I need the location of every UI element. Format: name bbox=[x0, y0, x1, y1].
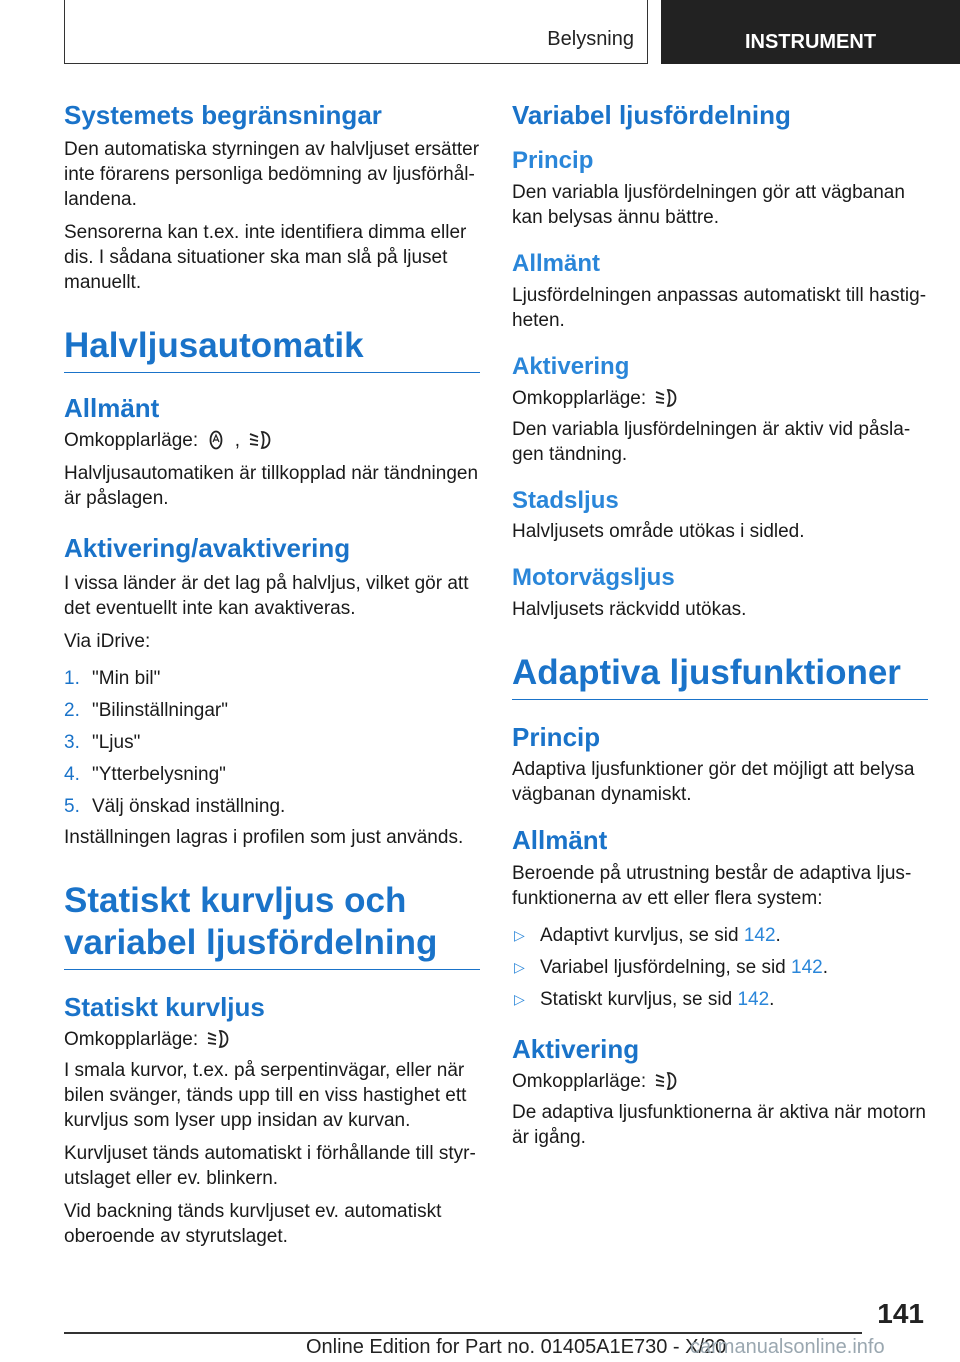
page-number: 141 bbox=[877, 1298, 924, 1329]
paragraph: Sensorerna kan t.ex. inte identifiera dimma eller dis. I sådana situationer ska man slå på ljuset manuellt. bbox=[64, 222, 467, 294]
heading-allmant: Allmänt bbox=[512, 249, 601, 277]
heading-aktivering: Aktivering bbox=[512, 1033, 640, 1064]
step-number: 3. bbox=[64, 731, 80, 753]
heading-motorvagsljus: Motorvägsljus bbox=[512, 564, 675, 592]
footer-edition: Online Edition for Part no. 01405A1E730 - X/20 bbox=[306, 1336, 727, 1358]
list-item bbox=[64, 762, 480, 787]
idrive-steps bbox=[64, 666, 480, 819]
list-item bbox=[512, 955, 928, 980]
header-chapter: INSTRUMENT bbox=[661, 0, 960, 64]
paragraph: I smala kurvor, t.ex. på serpentinvägar, eller när bilen svänger, tänds upp till en viss hastighet ett kurvljus som lyser upp insidan av kurvan. bbox=[64, 1059, 467, 1131]
paragraph: Vid backning tänds kurvljuset ev. automatiskt oberoende av styrutslaget. bbox=[64, 1200, 442, 1247]
paragraph: Den variabla ljusfördelningen är aktiv vid påslagen tändning. bbox=[512, 418, 911, 465]
step-text: "Bilinställningar" bbox=[92, 699, 228, 721]
left-column bbox=[64, 100, 480, 1249]
list-item bbox=[64, 794, 480, 819]
low-beam-icon bbox=[206, 1028, 234, 1050]
low-beam-icon bbox=[248, 429, 276, 451]
watermark: carmanualsonline.info bbox=[690, 1336, 885, 1358]
heading-statiskt-kurvljus: Statiskt kurvljus bbox=[64, 991, 265, 1022]
paragraph: Inställningen lagras i profilen som just används. bbox=[64, 826, 464, 848]
step-number: 2. bbox=[64, 699, 80, 721]
paragraph: De adaptiva ljusfunktionerna är aktiva när motorn är igång. bbox=[512, 1101, 927, 1148]
heading-princip: Princip bbox=[512, 147, 594, 175]
switch-position-line bbox=[64, 428, 480, 453]
paragraph: Den automatiska styrningen av halvljuset ersätter inte förarens personliga bedömning av ljusförhållandena. bbox=[64, 139, 480, 211]
bullet-text: Adaptivt kurvljus, se sid bbox=[540, 924, 744, 946]
step-number: 5. bbox=[64, 795, 80, 817]
step-number: 1. bbox=[64, 667, 80, 689]
bullet-text: Variabel ljusfördelning, se sid bbox=[540, 956, 792, 978]
paragraph: Halvljusets räckvidd utökas. bbox=[512, 599, 747, 621]
heading-aktivering-avaktivering: Aktivering/avaktivering bbox=[64, 533, 351, 564]
heading-statiskt-kurvljus-och-variabel bbox=[64, 880, 480, 970]
heading-stadsljus: Stadsljus bbox=[512, 486, 619, 514]
heading-adaptiva-ljusfunktioner: Adaptiva ljusfunktioner bbox=[512, 652, 928, 700]
list-item bbox=[64, 666, 480, 691]
heading-aktivering: Aktivering bbox=[512, 352, 630, 380]
heading-allmant: Allmänt bbox=[64, 393, 160, 424]
heading-princip: Princip bbox=[512, 722, 601, 753]
page-link[interactable]: 142 bbox=[737, 988, 770, 1010]
paragraph: Via iDrive: bbox=[64, 630, 151, 652]
switch-position-label: Omkopplarläge: bbox=[64, 430, 199, 452]
bullet-triangle-icon: ▷ bbox=[514, 926, 525, 943]
bullet-end: . bbox=[775, 924, 781, 946]
header-section: Belysning bbox=[547, 28, 634, 50]
paragraph: Adaptiva ljusfunktioner gör det möjligt att belysa vägbanan dynamiskt. bbox=[512, 759, 915, 806]
list-item bbox=[64, 698, 480, 723]
paragraph: Halvljusautomatiken är tillkopplad när tändningen är påslagen. bbox=[64, 463, 479, 510]
heading-halvljusautomatik: Halvljusautomatik bbox=[64, 325, 480, 373]
heading-variabel-ljusfordelning: Variabel ljusfördelning bbox=[512, 100, 791, 130]
step-number: 4. bbox=[64, 763, 80, 785]
step-text: "Min bil" bbox=[92, 667, 161, 689]
paragraph: Halvljusets område utökas i sidled. bbox=[512, 521, 805, 543]
bullet-triangle-icon: ▷ bbox=[514, 958, 525, 975]
bullet-end: . bbox=[822, 956, 828, 978]
step-text: Välj önskad inställning. bbox=[92, 795, 286, 817]
step-text: "Ytterbelysning" bbox=[92, 763, 226, 785]
step-text: "Ljus" bbox=[92, 731, 141, 753]
page-link[interactable]: 142 bbox=[791, 956, 823, 978]
paragraph: I vissa länder är det lag på halvljus, vilket gör att det eventuellt inte kan avaktiveras. bbox=[64, 572, 469, 619]
switch-position-label: Omkopplarläge: bbox=[512, 1070, 647, 1092]
footer-divider bbox=[64, 1332, 862, 1334]
paragraph: Beroende på utrustning består de adaptiva ljusfunktionerna av ett eller flera system: bbox=[512, 862, 912, 909]
adaptive-systems-list bbox=[512, 923, 928, 1012]
heading-line: Statiskt kurvljus och bbox=[64, 880, 407, 920]
separator: , bbox=[234, 430, 240, 452]
page-link[interactable]: 142 bbox=[743, 924, 776, 946]
bullet-end: . bbox=[769, 988, 775, 1010]
low-beam-icon bbox=[654, 387, 682, 409]
list-item bbox=[512, 987, 928, 1012]
paragraph: Den variabla ljusfördelningen gör att vägbanan kan belysas ännu bättre. bbox=[512, 181, 905, 228]
switch-position-line bbox=[512, 386, 928, 411]
auto-headlight-icon bbox=[206, 429, 226, 451]
list-item bbox=[512, 923, 928, 948]
low-beam-icon bbox=[654, 1070, 682, 1092]
bullet-triangle-icon: ▷ bbox=[514, 990, 525, 1007]
switch-position-line bbox=[64, 1027, 480, 1052]
heading-line: variabel ljusfördelning bbox=[64, 922, 438, 962]
heading-systemets-begransningar: Systemets begränsningar bbox=[64, 100, 382, 130]
right-column bbox=[512, 100, 928, 1150]
heading-allmant: Allmänt bbox=[512, 825, 608, 856]
switch-position-label: Omkopplarläge: bbox=[512, 387, 647, 409]
bullet-text: Statiskt kurvljus, se sid bbox=[540, 988, 738, 1010]
switch-position-line bbox=[512, 1069, 928, 1094]
switch-position-label: Omkopplarläge: bbox=[64, 1028, 199, 1050]
paragraph: Ljusfördelningen anpassas automatiskt till hastigheten. bbox=[512, 284, 927, 331]
paragraph: Kurvljuset tänds automatiskt i förhållande till styrutslaget eller ev. blinkern. bbox=[64, 1142, 476, 1189]
list-item bbox=[64, 730, 480, 755]
